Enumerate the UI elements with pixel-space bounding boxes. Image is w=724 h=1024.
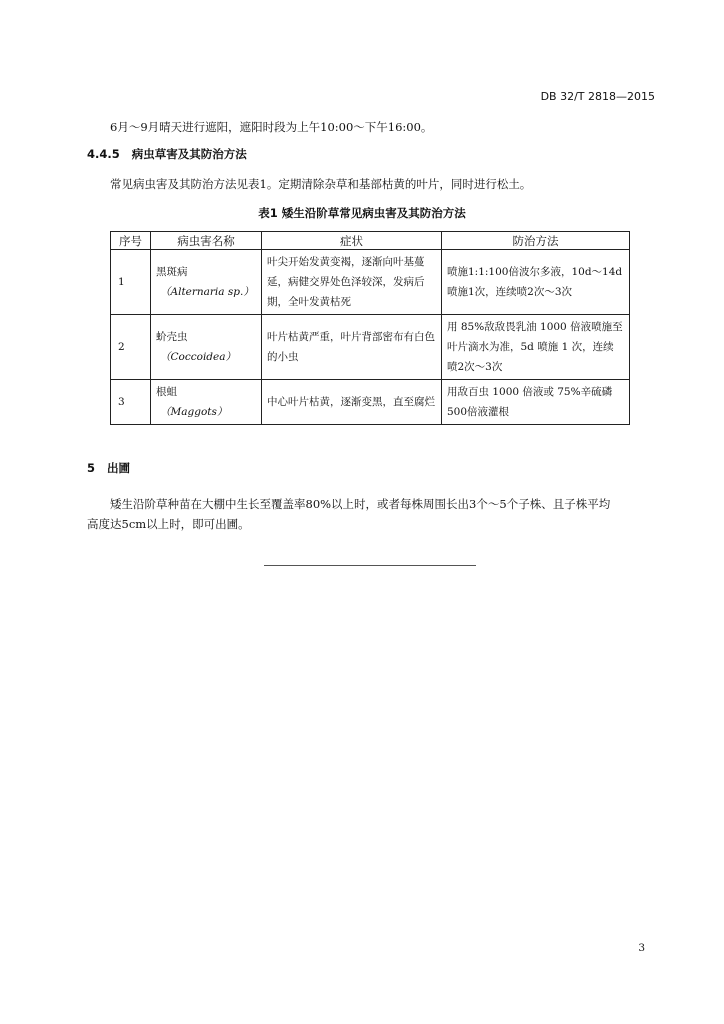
section-445-paragraph: 常见病虫害及其防治方法见表1。定期清除杂草和基部枯黄的叶片，同时进行松土。 bbox=[110, 177, 532, 191]
col-header-method: 防治方法 bbox=[442, 232, 630, 250]
pest-name-cell bbox=[151, 380, 262, 425]
symptom-cell: 叶尖开始发黄变褐，逐渐向叶基蔓延，病健交界处色泽较深，发病后期，全叶发黄枯死 bbox=[262, 250, 442, 315]
table-row bbox=[111, 380, 630, 425]
pest-latin-name: （Coccoidea） bbox=[160, 351, 236, 363]
shading-paragraph: 6月～9月晴天进行遮阳，遮阳时段为上午10:00～下午16:00。 bbox=[110, 120, 433, 134]
pest-name: 蚧壳虫 bbox=[156, 331, 188, 343]
section-5-paragraph-line1: 矮生沿阶草种苗在大棚中生长至覆盖率80%以上时，或者每株周围长出3个～5个子株、且子株平均 bbox=[110, 497, 611, 511]
end-of-document-rule bbox=[264, 565, 476, 566]
table-row bbox=[111, 315, 630, 380]
method-cell: 用 85%敌敌畏乳油 1000 倍液喷施至叶片滴水为准，5d 喷施 1 次，连续喷2次～3次 bbox=[442, 315, 630, 380]
section-445-title: 病虫草害及其防治方法 bbox=[131, 147, 247, 161]
pest-name: 根蛆 bbox=[156, 386, 177, 398]
section-5-title: 出圃 bbox=[107, 461, 131, 475]
document-code: DB 32/T 2818—2015 bbox=[540, 90, 655, 103]
section-445-number: 4.4.5 bbox=[87, 147, 120, 161]
symptom-cell: 叶片枯黄严重，叶片背部密布有白色的小虫 bbox=[262, 315, 442, 380]
table-header-row bbox=[111, 232, 630, 250]
pest-name-cell bbox=[151, 315, 262, 380]
col-header-name: 病虫害名称 bbox=[151, 232, 262, 250]
section-5-heading bbox=[87, 460, 130, 476]
page-number: 3 bbox=[638, 942, 645, 954]
symptom-cell: 中心叶片枯黄，逐渐变黑，直至腐烂 bbox=[262, 380, 442, 425]
col-header-index: 序号 bbox=[111, 232, 151, 250]
row-index: 1 bbox=[111, 250, 151, 315]
section-5-number: 5 bbox=[87, 461, 96, 475]
pest-name-cell bbox=[151, 250, 262, 315]
section-5-paragraph-line2: 高度达5cm以上时，即可出圃。 bbox=[87, 517, 250, 531]
pest-latin-name: （Maggots） bbox=[160, 406, 228, 418]
table-row bbox=[111, 250, 630, 315]
method-cell: 用敌百虫 1000 倍液或 75%辛硫磷500倍液灌根 bbox=[442, 380, 630, 425]
row-index: 3 bbox=[111, 380, 151, 425]
method-cell: 喷施1:1:100倍波尔多液，10d～14d喷施1次，连续喷2次～3次 bbox=[442, 250, 630, 315]
table-caption: 表1 矮生沿阶草常见病虫害及其防治方法 bbox=[258, 206, 466, 220]
col-header-symptom: 症状 bbox=[262, 232, 442, 250]
section-445-heading bbox=[87, 146, 247, 162]
row-index: 2 bbox=[111, 315, 151, 380]
pest-control-table bbox=[110, 231, 630, 425]
pest-name: 黑斑病 bbox=[156, 266, 188, 278]
pest-latin-name: （Alternaria sp.） bbox=[160, 286, 254, 298]
